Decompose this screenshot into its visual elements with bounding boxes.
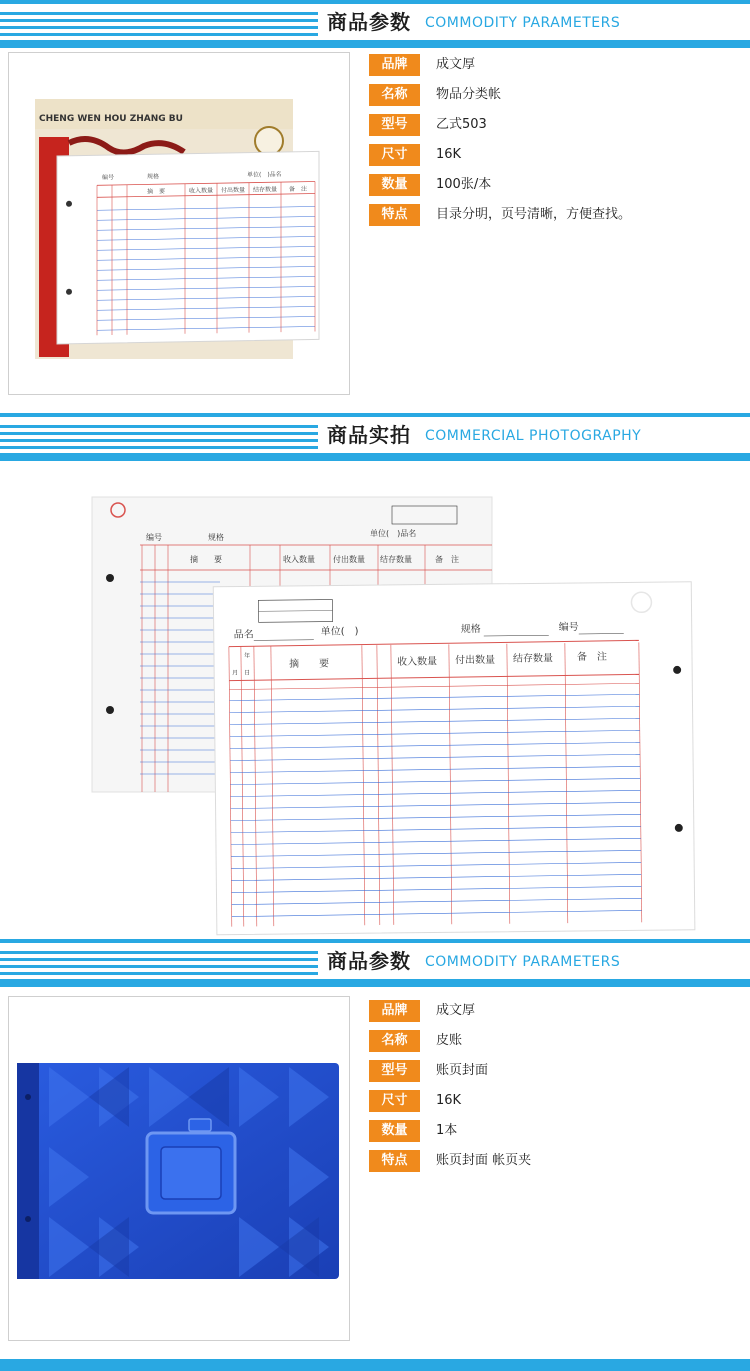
param-label: 特点 <box>369 204 420 226</box>
back-field-unit: 单位( )品名 <box>370 529 417 538</box>
param-row-size <box>369 144 739 166</box>
banner-top-bar <box>0 0 750 4</box>
svg-text:单位( )品名: 单位( )品名 <box>247 171 282 179</box>
param-row-model <box>369 114 739 136</box>
front-col-balance: 结存数量 <box>512 653 554 665</box>
param-value: 物品分类帐 <box>436 87 502 102</box>
section-title: 商品实拍 <box>327 423 411 447</box>
param-label: 型号 <box>369 1060 420 1082</box>
param-row-model <box>369 1060 739 1082</box>
param-label: 数量 <box>369 174 420 196</box>
param-label: 品牌 <box>369 1000 420 1022</box>
front-col-summary: 摘 要 <box>289 658 330 670</box>
banner-stripes <box>0 421 320 453</box>
front-col-remark: 备 注 <box>576 651 608 663</box>
back-col-balance: 结存数量 <box>380 555 412 564</box>
banner-bottom-bar <box>0 979 750 987</box>
param-label: 数量 <box>369 1120 420 1142</box>
section-subtitle: COMMERCIAL PHOTOGRAPHY <box>425 428 642 444</box>
svg-text:付出数量: 付出数量 <box>221 186 246 195</box>
section-subtitle: COMMODITY PARAMETERS <box>425 954 621 970</box>
footer-bar <box>0 1359 750 1371</box>
param-row-features <box>369 1150 739 1172</box>
svg-text:收入数量: 收入数量 <box>189 187 214 195</box>
blue-cover-image <box>9 997 350 1341</box>
param-value: 乙式503 <box>436 117 487 132</box>
param-row-quantity <box>369 1120 739 1142</box>
banner-bottom-bar <box>0 453 750 461</box>
param-row-quantity <box>369 174 739 196</box>
param-row-brand <box>369 1000 739 1022</box>
back-field-spec: 规格 <box>208 533 224 542</box>
ledger-book-image <box>9 53 350 395</box>
param-value: 16K <box>436 147 462 162</box>
back-field-code: 编号 <box>146 533 162 542</box>
svg-text:备 注: 备 注 <box>289 185 308 193</box>
param-label: 特点 <box>369 1150 420 1172</box>
back-col-summary: 摘 要 <box>190 555 222 564</box>
banner-stripes <box>0 8 320 40</box>
banner-stripes <box>0 947 320 979</box>
svg-text:规格: 规格 <box>147 173 160 181</box>
section-title: 商品参数 <box>327 949 411 973</box>
front-field-code: 编号 <box>558 621 579 634</box>
product-photo-ledger <box>8 52 350 395</box>
front-col-day: 日 <box>244 669 251 677</box>
param-label: 名称 <box>369 1030 420 1052</box>
ledger-sheets-image <box>80 492 700 937</box>
param-value: 100张/本 <box>436 177 492 192</box>
param-value: 账页封面 <box>436 1063 489 1078</box>
front-field-spec: 规格 <box>460 623 481 636</box>
param-value: 成文厚 <box>436 57 476 72</box>
back-col-outgo: 付出数量 <box>333 555 365 564</box>
back-col-remark: 备 注 <box>435 555 459 564</box>
param-value: 1本 <box>436 1123 458 1138</box>
svg-text:编号: 编号 <box>102 174 115 182</box>
param-row-brand <box>369 54 739 76</box>
front-col-income: 收入数量 <box>396 656 438 668</box>
param-label: 尺寸 <box>369 1090 420 1112</box>
param-row-name <box>369 1030 739 1052</box>
param-value: 皮账 <box>436 1033 463 1048</box>
param-value: 16K <box>436 1093 462 1108</box>
front-field-unit: 单位( ) <box>320 626 359 638</box>
product-photo-cover <box>8 996 350 1341</box>
param-value: 成文厚 <box>436 1003 476 1018</box>
section-title: 商品参数 <box>327 10 411 34</box>
section-subtitle: COMMODITY PARAMETERS <box>425 15 621 31</box>
param-label: 品牌 <box>369 54 420 76</box>
front-col-year: 年 <box>243 652 251 660</box>
section-banner-params <box>0 0 750 52</box>
front-col-month: 月 <box>232 669 239 677</box>
cover-text: CHENG WEN HOU ZHANG BU <box>39 114 183 124</box>
svg-text:结存数量: 结存数量 <box>252 186 278 194</box>
front-field-name: 品名 <box>233 629 254 641</box>
param-label: 尺寸 <box>369 144 420 166</box>
section-banner-params-2 <box>0 939 750 991</box>
param-row-features <box>369 204 739 226</box>
ledger-sheets-photo <box>80 492 700 937</box>
param-value: 账页封面 帐页夹 <box>436 1153 532 1168</box>
param-value: 目录分明，页号清晰，方便查找。 <box>436 207 632 222</box>
front-col-outgo: 付出数量 <box>454 654 496 667</box>
param-row-name <box>369 84 739 106</box>
svg-text:摘 要: 摘 要 <box>147 188 166 196</box>
param-label: 名称 <box>369 84 420 106</box>
section-banner-photography <box>0 413 750 465</box>
param-row-size <box>369 1090 739 1112</box>
back-col-income: 收入数量 <box>283 555 315 564</box>
banner-bottom-bar <box>0 40 750 48</box>
banner-top-bar <box>0 413 750 417</box>
param-label: 型号 <box>369 114 420 136</box>
banner-top-bar <box>0 939 750 943</box>
